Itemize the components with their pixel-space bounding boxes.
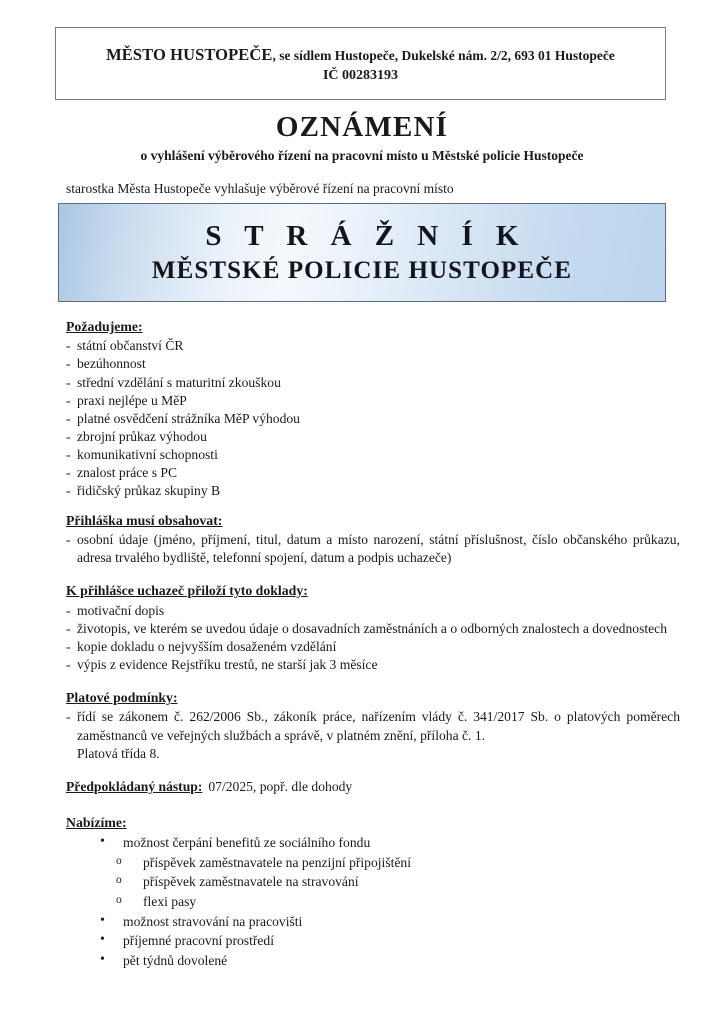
salary-list: [66, 708, 680, 744]
offer-list: [66, 833, 680, 853]
list-item: o příspěvek zaměstnavatele na penzijní připojištění: [116, 853, 680, 873]
list-item: o flexi pasy: [116, 892, 680, 912]
list-item: - bezúhonnost: [66, 355, 680, 373]
section-start-date: [66, 778, 680, 796]
section-spacer: [66, 567, 680, 582]
position-title: S T R Á Ž N Í K: [205, 220, 527, 252]
documents-list: [66, 602, 680, 675]
requirements-list: [66, 337, 680, 500]
list-item: - osobní údaje (jméno, příjmení, titul, datum a místo narození, státní příslušnost, číslo občanského průkazu, adresa trvalého bydliště, telefonní spojení, datum a podpis uchazeče): [66, 531, 680, 567]
salary-heading: Platové podmínky:: [66, 690, 178, 706]
list-item: • příjemné pracovní prostředí: [100, 931, 680, 951]
documents-heading: K přihlášce uchazeč přiloží tyto doklady:: [66, 583, 308, 599]
list-item: - komunikativní schopnosti: [66, 446, 680, 464]
list-item: - motivační dopis: [66, 602, 680, 620]
offer-sub-list: [66, 853, 680, 912]
offer-list-continued: [66, 912, 680, 971]
municipality-header-box: [55, 27, 666, 100]
salary-class-line: Platová třída 8.: [77, 745, 160, 761]
list-item: - platné osvědčení strážníka MěP výhodou: [66, 410, 680, 428]
position-banner: [58, 203, 666, 302]
section-spacer: [66, 674, 680, 689]
municipality-address: , se sídlem Hustopeče, Dukelské nám. 2/2, 693 01 Hustopeče: [272, 48, 615, 63]
position-department: MĚSTSKÉ POLICIE HUSTOPEČE: [151, 257, 573, 284]
section-application: [66, 512, 680, 568]
requirements-heading: Požadujeme:: [66, 319, 143, 334]
municipality-address-line: [56, 45, 665, 65]
list-item: - životopis, ve kterém se uvedou údaje o dosavadních zaměstnáních a o odborných znalostech a dovednostech: [66, 620, 680, 638]
section-offer: [66, 814, 680, 970]
list-item: - střední vzdělání s maturitní zkouškou: [66, 374, 680, 392]
start-date-label: Předpokládaný nástup:: [66, 778, 203, 794]
list-item: - výpis z evidence Rejstříku trestů, ne starší jak 3 měsíce: [66, 656, 680, 674]
list-item: • možnost čerpání benefitů ze sociálního fondu: [100, 833, 680, 853]
municipality-ico: IČ 00283193: [322, 68, 399, 84]
list-item: o příspěvek zaměstnavatele na stravování: [116, 872, 680, 892]
application-list: [66, 531, 680, 567]
section-salary: [66, 689, 680, 763]
list-item: - řídí se zákonem č. 262/2006 Sb., zákoník práce, nařízením vlády č. 341/2017 Sb. o platových poměrech zaměstnanců ve veřejných službách a správě, v platném znění, příloha č. 1.: [66, 708, 680, 744]
application-heading: Přihláška musí obsahovat:: [66, 512, 223, 528]
list-item: - zbrojní průkaz výhodou: [66, 428, 680, 446]
page-title: OZNÁMENÍ: [275, 111, 449, 143]
section-spacer: [66, 763, 680, 778]
offer-heading: Nabízíme:: [66, 814, 127, 830]
section-requirements: [66, 318, 680, 501]
page-subtitle: o vyhlášení výběrového řízení na pracovní místo u Městské policie Hustopeče: [140, 148, 584, 163]
start-date-line: [66, 778, 680, 796]
section-documents: [66, 582, 680, 674]
list-item: - řidičský průkaz skupiny B: [66, 482, 680, 500]
section-spacer: [66, 796, 680, 814]
document-body: [66, 318, 680, 970]
list-item: • možnost stravování na pracovišti: [100, 912, 680, 932]
list-item: - kopie dokladu o nejvyšším dosaženém vzdělání: [66, 638, 680, 656]
list-item: - znalost práce s PC: [66, 464, 680, 482]
section-spacer: [66, 501, 680, 512]
list-item: - praxi nejlépe u MěP: [66, 392, 680, 410]
list-item: • pět týdnů dovolené: [100, 951, 680, 971]
announcement-intro: starostka Města Hustopeče vyhlašuje výběrové řízení na pracovní místo: [66, 181, 454, 196]
list-item: - státní občanství ČR: [66, 337, 680, 355]
start-date-value: 07/2025, popř. dle dohody: [208, 778, 353, 794]
municipality-name: MĚSTO HUSTOPEČE: [106, 45, 273, 64]
